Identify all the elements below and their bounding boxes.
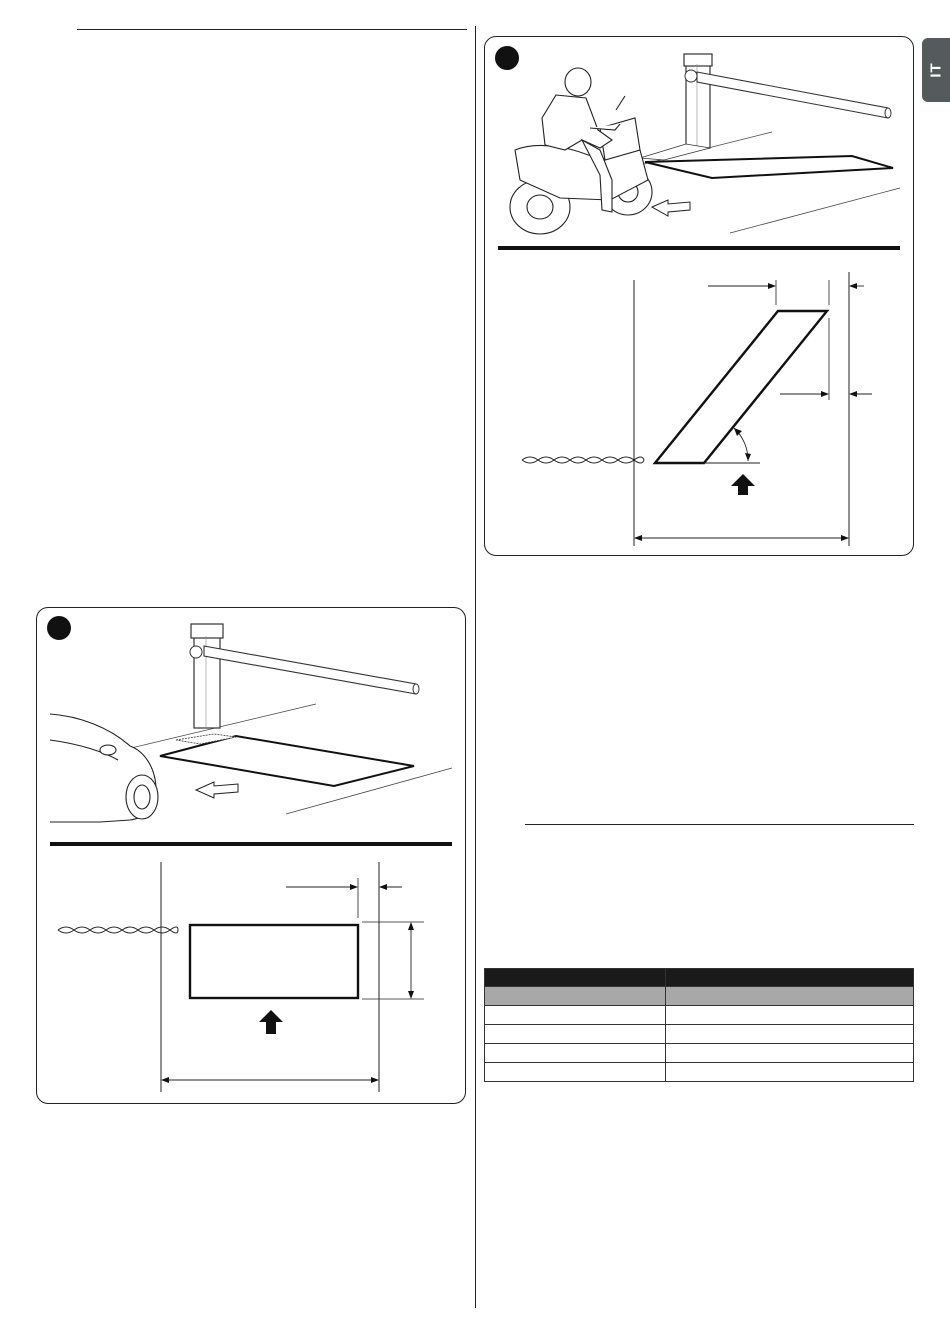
table-row	[485, 1063, 914, 1082]
table-subheader-cell	[666, 987, 914, 1006]
table-cell	[485, 1025, 666, 1044]
car-icon	[50, 714, 158, 822]
table-row	[485, 1044, 914, 1063]
table-cell	[485, 1006, 666, 1025]
table-cell	[666, 1044, 914, 1063]
rectangular-loop	[190, 925, 358, 998]
barrier-post-icon	[190, 624, 223, 728]
table-header-cell	[485, 969, 666, 987]
table-header-cell	[666, 969, 914, 987]
figure-car-badge	[47, 616, 71, 640]
table-subheader-row	[485, 987, 914, 1006]
table-cell	[666, 1063, 914, 1082]
loop-cable-icon	[58, 927, 178, 933]
settings-table	[484, 968, 914, 1082]
table-row	[485, 1025, 914, 1044]
table-cell	[666, 1025, 914, 1044]
language-tab-label: IT	[927, 62, 945, 78]
table-cell	[666, 1006, 914, 1025]
table-subheader-cell	[485, 987, 666, 1006]
table-header-row	[485, 969, 914, 987]
road-direction-arrow-icon	[196, 782, 238, 798]
table-row	[485, 1006, 914, 1025]
traffic-direction-arrow-icon	[259, 1010, 283, 1034]
table-cell	[485, 1044, 666, 1063]
barrier-arm-icon	[204, 646, 419, 694]
table-cell	[485, 1063, 666, 1082]
figure-car-separator	[50, 842, 452, 846]
